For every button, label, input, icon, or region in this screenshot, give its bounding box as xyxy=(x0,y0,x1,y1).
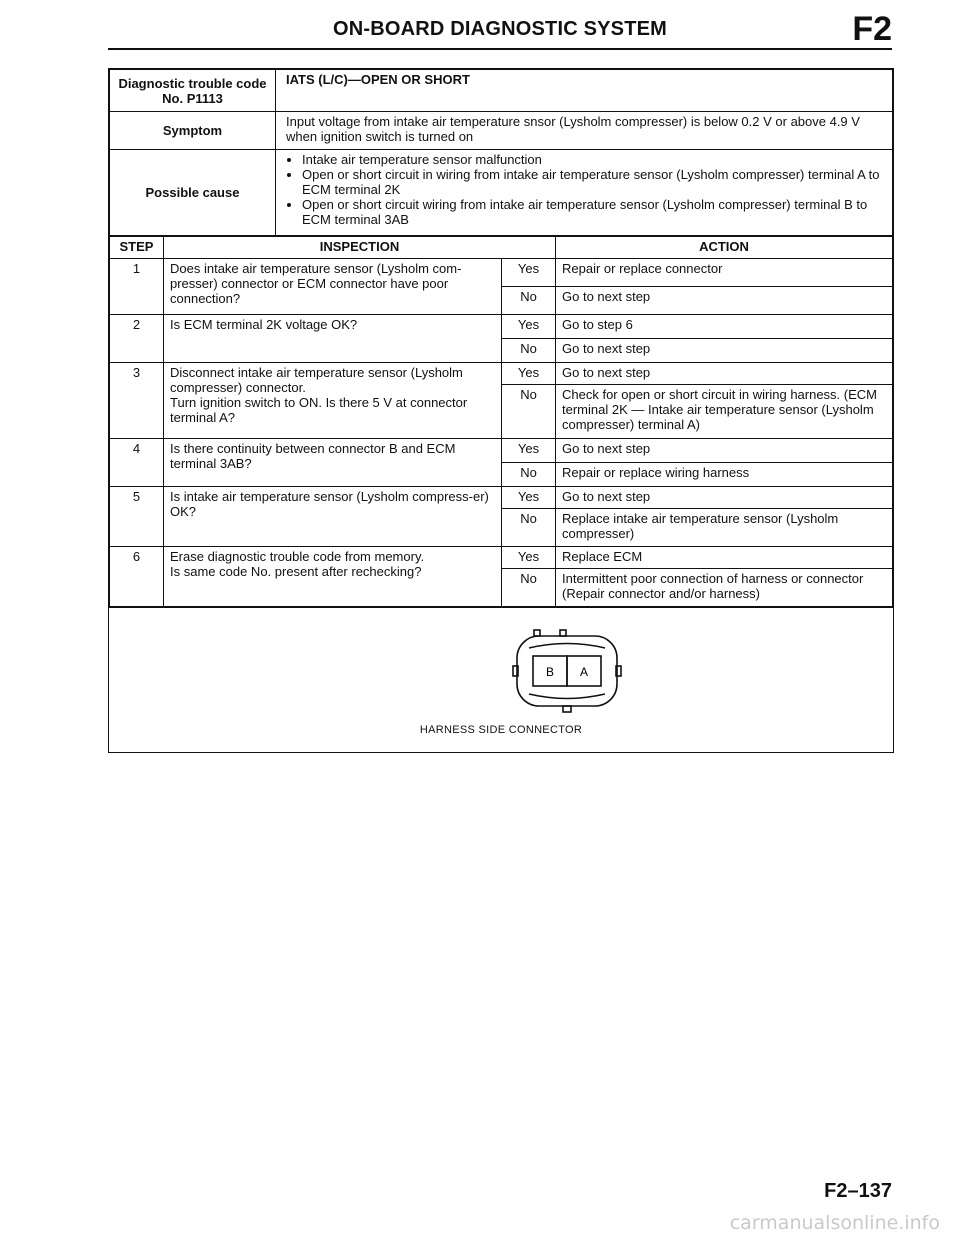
step-inspection-line: Disconnect intake air temperature sensor (Lysholm compresser) connector. xyxy=(170,365,463,395)
no-action: Go to next step xyxy=(556,287,893,315)
action-column-header: ACTION xyxy=(556,237,893,259)
yes-label: Yes xyxy=(502,363,556,385)
page-number: F2–137 xyxy=(824,1180,892,1202)
no-label: No xyxy=(502,569,556,607)
steps-header-row xyxy=(110,237,893,259)
no-action: Check for open or short circuit in wiring harness. (ECM terminal 2K — Intake air temperature sensor (Lysholm compresser) terminal A) xyxy=(556,385,893,439)
step-column-header: STEP xyxy=(110,237,164,259)
step-row xyxy=(110,487,893,509)
yes-label: Yes xyxy=(502,547,556,569)
step-inspection-line: Is same code No. present after rechecking? xyxy=(170,564,422,579)
step-number: 1 xyxy=(110,259,164,315)
step-number: 2 xyxy=(110,315,164,363)
possible-cause-list-cell xyxy=(276,150,893,236)
step-number: 3 xyxy=(110,363,164,439)
step-inspection: Is there continuity between connector B and ECM terminal 3AB? xyxy=(164,439,502,487)
yes-label: Yes xyxy=(502,315,556,339)
harness-connector-diagram xyxy=(451,626,683,718)
figure-caption: HARNESS SIDE CONNECTOR xyxy=(419,724,583,736)
diagnostic-procedure-box xyxy=(108,68,894,753)
no-action: Intermittent poor connection of harness or connector (Repair connector and/or harness) xyxy=(556,569,893,607)
yes-label: Yes xyxy=(502,487,556,509)
no-label: No xyxy=(502,463,556,487)
dtc-value: IATS (L/C)—OPEN OR SHORT xyxy=(276,70,893,112)
step-inspection: Is intake air temperature sensor (Lysholm compress-er) OK? xyxy=(164,487,502,547)
header-rule xyxy=(108,48,892,50)
yes-action: Repair or replace connector xyxy=(556,259,893,287)
no-label: No xyxy=(502,339,556,363)
yes-action: Go to next step xyxy=(556,487,893,509)
step-row xyxy=(110,547,893,569)
symptom-row xyxy=(110,112,893,150)
no-label: No xyxy=(502,509,556,547)
possible-cause-label: Possible cause xyxy=(110,150,276,236)
possible-cause-list xyxy=(286,152,886,227)
step-inspection xyxy=(164,363,502,439)
no-label: No xyxy=(502,385,556,439)
inspection-column-header: INSPECTION xyxy=(164,237,556,259)
step-inspection-line: Turn ignition switch to ON. Is there 5 V at connector terminal A? xyxy=(170,395,468,425)
inspection-steps-table xyxy=(109,236,893,607)
no-action: Replace intake air temperature sensor (Lysholm compresser) xyxy=(556,509,893,547)
no-action: Repair or replace wiring harness xyxy=(556,463,893,487)
page-header xyxy=(108,10,892,54)
step-row xyxy=(110,315,893,339)
possible-cause-row xyxy=(110,150,893,236)
yes-action: Go to next step xyxy=(556,439,893,463)
page-title: ON-BOARD DIAGNOSTIC SYSTEM xyxy=(332,18,668,40)
yes-action: Replace ECM xyxy=(556,547,893,569)
trouble-info-table xyxy=(109,69,893,236)
terminal-a-label: A xyxy=(579,665,589,679)
possible-cause-item: • Intake air temperature sensor malfunction xyxy=(302,152,886,167)
connector-figure-area xyxy=(109,607,893,752)
no-label: No xyxy=(502,287,556,315)
possible-cause-item: • Open or short circuit wiring from intake air temperature sensor (Lysholm compresser) terminal B to ECM terminal 3AB xyxy=(302,197,886,227)
yes-action: Go to step 6 xyxy=(556,315,893,339)
symptom-label: Symptom xyxy=(110,112,276,150)
yes-label: Yes xyxy=(502,439,556,463)
step-number: 4 xyxy=(110,439,164,487)
dtc-label: Diagnostic trouble code No. P1113 xyxy=(110,70,276,112)
possible-cause-item: • Open or short circuit in wiring from intake air temperature sensor (Lysholm compresser) terminal A to ECM terminal 2K xyxy=(302,167,886,197)
yes-action: Go to next step xyxy=(556,363,893,385)
step-number: 5 xyxy=(110,487,164,547)
step-number: 6 xyxy=(110,547,164,607)
step-inspection: Does intake air temperature sensor (Lysholm com-presser) connector or ECM connector have poor connection? xyxy=(164,259,502,315)
symptom-value: Input voltage from intake air temperature snsor (Lysholm compresser) is below 0.2 V or above 4.9 V when ignition switch is turned on xyxy=(276,112,893,150)
step-inspection: Is ECM terminal 2K voltage OK? xyxy=(164,315,502,363)
step-row xyxy=(110,439,893,463)
step-row xyxy=(110,363,893,385)
terminal-b-label: B xyxy=(545,665,555,679)
dtc-row xyxy=(110,70,893,112)
step-inspection-line: Erase diagnostic trouble code from memory. xyxy=(170,549,425,564)
step-row xyxy=(110,259,893,287)
no-action: Go to next step xyxy=(556,339,893,363)
step-inspection xyxy=(164,547,502,607)
section-code: F2 xyxy=(852,10,892,48)
watermark-text: carmanualsonline.info xyxy=(729,1212,940,1234)
yes-label: Yes xyxy=(502,259,556,287)
